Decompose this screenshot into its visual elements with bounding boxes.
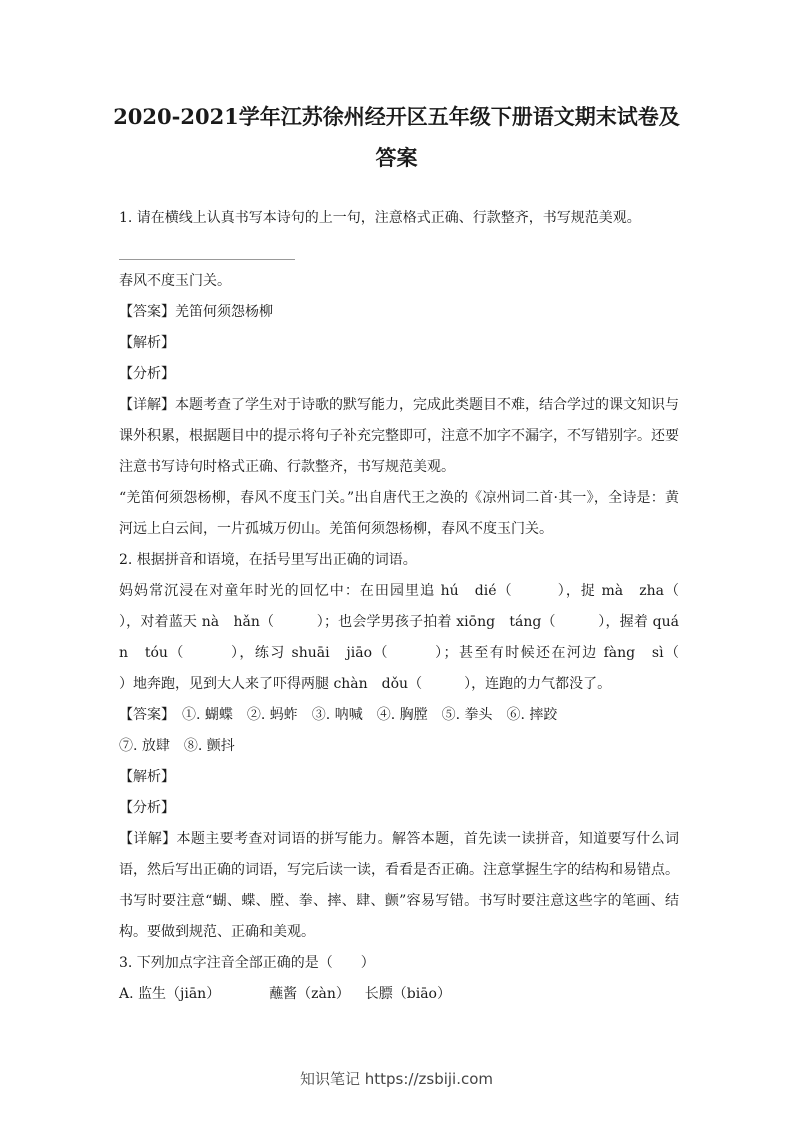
- q2-passage: 妈妈常沉浸在对童年时光的回忆中：在田园里追 hú dié（ ），捉 mà zha（ ），对着蓝天 nà hǎn（ ）；也会学男孩子拍着 xiōng táng（ ），握着 quán tóu（ ），练习 shuāi jiāo（ ）；甚至有时候还在河边 fàng sì（ ）地奔跑，见到大人来了吓得两腿 chàn dǒu（ ），连跑的力气都没了。: [119, 583, 721, 692]
- q2-answer-line2: ⑦. 放肆 ⑧. 颤抖: [119, 738, 235, 754]
- footer-watermark: 知识笔记 https://zsbiji.com: [299, 1070, 494, 1088]
- q3-option-a-item2: 蘸酱（zàn）: [269, 986, 350, 1002]
- q1-answer-blank: [119, 234, 295, 260]
- q2-fenxi-label: 【分析】: [119, 800, 175, 816]
- q3-question: 3. 下列加点字注音全部正确的是（ ）: [119, 955, 375, 971]
- q1-answer: 【答案】羌笛何须怨杨柳: [119, 304, 273, 320]
- q1-prompt: 春风不度玉门关。: [119, 273, 231, 289]
- q1-fenxi-label: 【分析】: [119, 366, 175, 382]
- q2-question: 2. 根据拼音和语境，在括号里写出正确的词语。: [119, 552, 417, 568]
- q3-option-a: [119, 979, 679, 1010]
- q2-answer-line1: 【答案】 ①. 蝴蝶 ②. 蚂蚱 ③. 呐喊 ④. 胸膛 ⑤. 拳头 ⑥. 摔跤: [119, 707, 558, 723]
- q1-jiexi-label: 【解析】: [119, 335, 175, 351]
- q1-question: 1. 请在横线上认真书写本诗句的上一句，注意格式正确、行款整齐，书写规范美观。: [119, 210, 641, 226]
- q2-detail: 【详解】本题主要考查对词语的拼写能力。解答本题，首先读一读拼音，知道要写什么词语，然后写出正确的词语，写完后读一读，看看是否正确。注意掌握生字的结构和易错点。书写时要注意“蝴、蝶、膛、拳、摔、肆、颤”容易写错。书写时要注意这些字的笔画、结构。要做到规范、正确和美观。: [119, 831, 679, 940]
- q3-option-a-label: A.: [119, 986, 134, 1002]
- q2-jiexi-label: 【解析】: [119, 769, 175, 785]
- q3-option-a-item3: 长膘（biāo）: [364, 986, 451, 1002]
- q3-option-a-item1: 监生（jiān）: [138, 986, 221, 1002]
- q1-detail: 【详解】本题考查了学生对于诗歌的默写能力，完成此类题目不难，结合学过的课文知识与课外积累，根据题目中的提示将句子补充完整即可，注意不加字不漏字，不写错别字。还要注意书写诗句时格式正确、行款整齐，书写规范美观。: [119, 397, 679, 475]
- q1-source: “羌笛何须怨杨柳，春风不度玉门关。”出自唐代王之涣的《凉州词二首·其一》，全诗是：黄河远上白云间，一片孤城万仞山。羌笛何须怨杨柳，春风不度玉门关。: [119, 490, 679, 537]
- document-body: [119, 203, 721, 1010]
- page-title: 2020-2021学年江苏徐州经开区五年级下册语文期末试卷及答案: [113, 104, 680, 170]
